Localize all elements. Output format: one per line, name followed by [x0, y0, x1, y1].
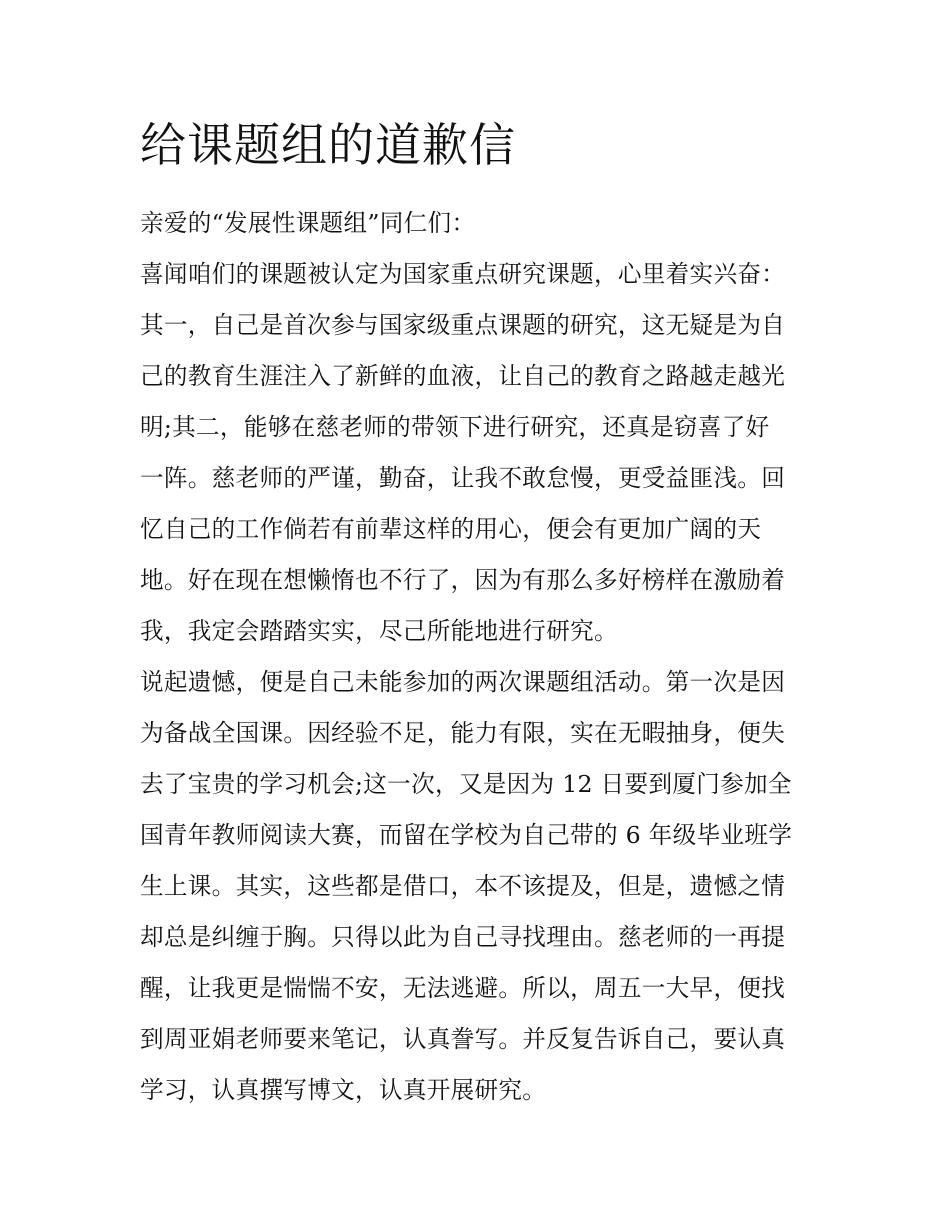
- text-line: 其一，自己是首次参与国家级重点课题的研究，这无疑是为自: [140, 311, 786, 339]
- text-line: 地。好在现在想懒惰也不行了，因为有那么多好榜样在激励着: [140, 566, 786, 594]
- text-line: 明;其二，能够在慈老师的带领下进行研究，还真是窃喜了好: [140, 413, 770, 441]
- text-line: 说起遗憾，便是自己未能参加的两次课题组活动。第一次是因: [140, 668, 786, 696]
- text-line: 己的教育生涯注入了新鲜的血液，让自己的教育之路越走越光: [140, 362, 786, 390]
- text-line: 亲爱的“发展性课题组”同仁们：: [140, 209, 476, 237]
- text-line: 一阵。慈老师的严谨，勤奋，让我不敢怠慢，更受益匪浅。回: [140, 464, 786, 492]
- document-title: 给课题组的道歉信: [140, 118, 516, 172]
- text-line: 为备战全国课。因经验不足，能力有限，实在无暇抽身，便失: [140, 719, 786, 747]
- text-line: 去了宝贵的学习机会;这一次，又是因为 12 日要到厦门参加全: [140, 770, 792, 798]
- text-line: 到周亚娟老师要来笔记，认真誊写。并反复告诉自己，要认真: [140, 1025, 786, 1053]
- text-line: 学习，认真撰写博文，认真开展研究。: [140, 1076, 547, 1104]
- text-line: 生上课。其实，这些都是借口，本不该提及，但是，遗憾之情: [140, 872, 786, 900]
- text-line: 国青年教师阅读大赛，而留在学校为自己带的 6 年级毕业班学: [140, 821, 793, 849]
- text-line: 却总是纠缠于胸。只得以此为自己寻找理由。慈老师的一再提: [140, 923, 786, 951]
- text-line: 忆自己的工作倘若有前辈这样的用心，便会有更加广阔的天: [140, 515, 762, 543]
- text-line: 我，我定会踏踏实实，尽己所能地进行研究。: [140, 617, 618, 645]
- text-line: 醒，让我更是惴惴不安，无法逃避。所以，周五一大早，便找: [140, 974, 786, 1002]
- text-line: 喜闻咱们的课题被认定为国家重点研究课题，心里着实兴奋：: [140, 260, 786, 288]
